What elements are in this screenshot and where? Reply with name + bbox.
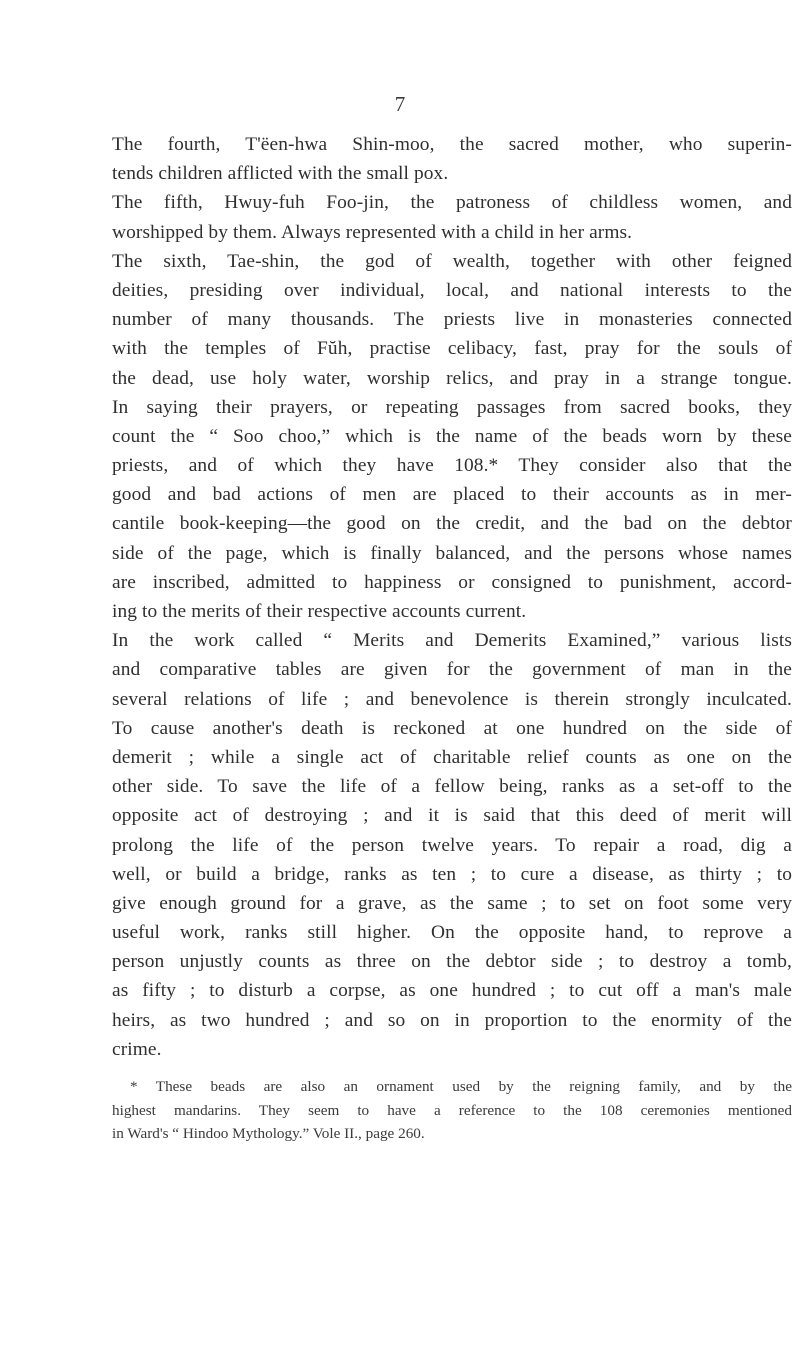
text-line: as fifty ; to disturb a corpse, as one hundred ; to cut off a man's male bbox=[112, 980, 792, 1002]
text-line: tends children afflicted with the small pox. bbox=[112, 163, 449, 185]
text-line: The sixth, Tae-shin, the god of wealth, together with other feigned bbox=[112, 250, 792, 272]
text-line: The fourth, T'ëen-hwa Shin-moo, the sacred mother, who superin- bbox=[112, 134, 792, 155]
text-line: are inscribed, admitted to happiness or consigned to punishment, accord- bbox=[112, 571, 792, 593]
text-line: side of the page, which is finally balanced, and the persons whose names bbox=[112, 542, 792, 564]
text-line: demerit ; while a single act of charitable relief counts as one on the bbox=[112, 746, 792, 768]
text-line: To cause another's death is reckoned at one hundred on the side of bbox=[112, 717, 792, 739]
text-line: opposite act of destroying ; and it is said that this deed of merit will bbox=[112, 805, 792, 827]
text-line: with the temples of Fŭh, practise celibacy, fast, pray for the souls of bbox=[112, 338, 792, 360]
page-number: 7 bbox=[394, 92, 406, 116]
text-line: good and bad actions of men are placed to their accounts as in mer- bbox=[112, 484, 792, 506]
text-line: The fifth, Hwuy-fuh Foo-jin, the patroness of childless women, and bbox=[112, 192, 792, 214]
text-line: In saying their prayers, or repeating passages from sacred books, they bbox=[112, 396, 792, 418]
text-line: other side. To save the life of a fellow being, ranks as a set-off to the bbox=[112, 776, 792, 798]
text-line: cantile book-keeping—the good on the credit, and the bad on the debtor bbox=[112, 513, 792, 535]
body-text bbox=[112, 130, 792, 1064]
text-line: give enough ground for a grave, as the same ; to set on foot some very bbox=[112, 892, 792, 914]
text-line: number of many thousands. The priests live in monasteries connected bbox=[112, 309, 792, 331]
text-line: worshipped by them. Always represented with a child in her arms. bbox=[112, 221, 633, 243]
text-line: well, or build a bridge, ranks as ten ; to cure a disease, as thirty ; to bbox=[112, 863, 792, 885]
footnote-line: highest mandarins. They seem to have a reference to the 108 ceremonies mentioned bbox=[112, 1101, 792, 1119]
text-line: person unjustly counts as three on the debtor side ; to destroy a tomb, bbox=[112, 951, 792, 973]
text-line: the dead, use holy water, worship relics, and pray in a strange tongue. bbox=[112, 367, 792, 389]
footnote-line: * These beads are also an ornament used by the reigning family, and by the bbox=[130, 1078, 792, 1095]
text-line: count the “ Soo choo,” which is the name of the beads worn by these bbox=[112, 425, 792, 447]
text-line: In the work called “ Merits and Demerits Examined,” various lists bbox=[112, 630, 792, 652]
text-line: priests, and of which they have 108.* They consider also that the bbox=[112, 455, 792, 477]
footnote-line: in Ward's “ Hindoo Mythology.” Vole II., page 260. bbox=[112, 1125, 425, 1143]
text-line: and comparative tables are given for the government of man in the bbox=[112, 659, 792, 681]
text-line: heirs, as two hundred ; and so on in proportion to the enormity of the bbox=[112, 1009, 792, 1031]
footnote bbox=[112, 1075, 792, 1146]
text-line: prolong the life of the person twelve years. To repair a road, dig a bbox=[112, 834, 792, 856]
text-line: crime. bbox=[112, 1038, 162, 1060]
text-line: several relations of life ; and benevolence is therein strongly inculcated. bbox=[112, 688, 792, 710]
text-line: useful work, ranks still higher. On the opposite hand, to reprove a bbox=[112, 922, 792, 944]
text-line: ing to the merits of their respective accounts current. bbox=[112, 601, 527, 622]
text-line: deities, presiding over individual, local, and national interests to the bbox=[112, 279, 792, 301]
